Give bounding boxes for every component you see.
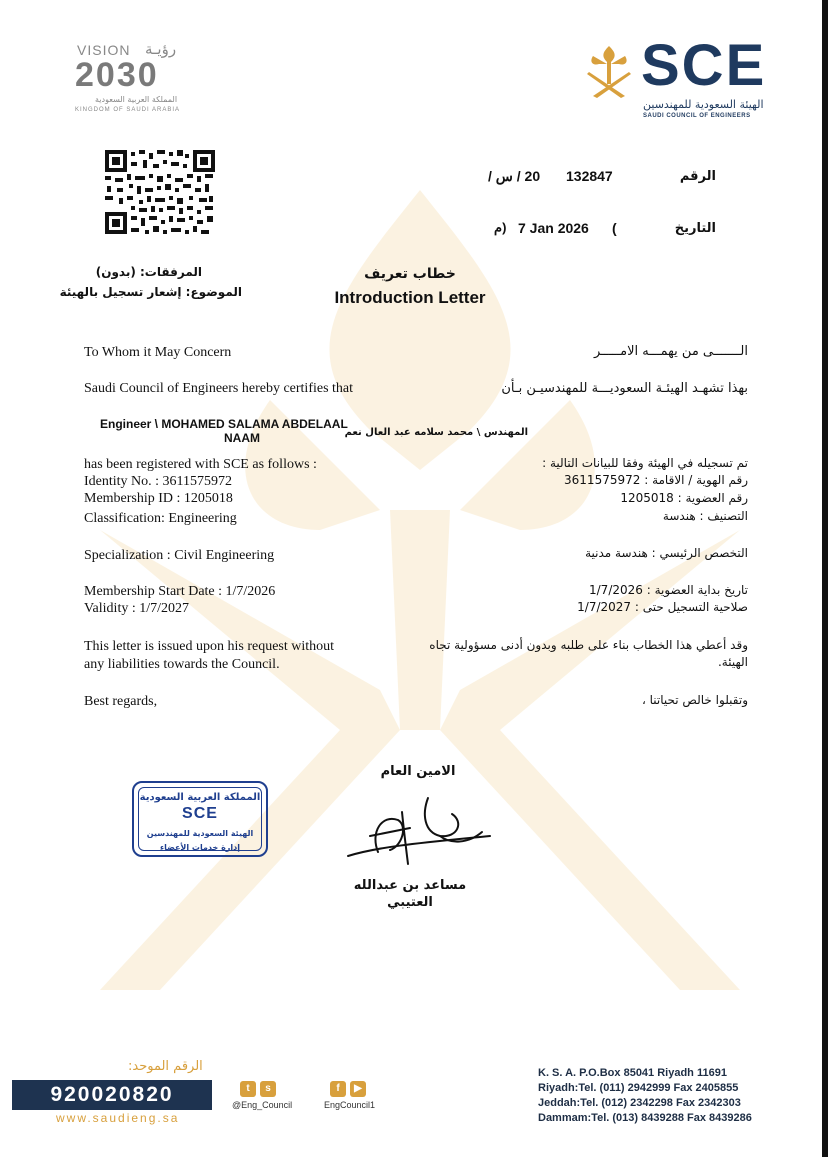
reference-date-prefix: ( <box>612 220 617 236</box>
greeting-ar: الـــــــى من يهمـــه الامـــــر <box>593 344 748 359</box>
unified-number-label: الرقم الموحد: <box>128 1059 203 1074</box>
contact-line-4: Dammam:Tel. (013) 8439288 Fax 8439286 <box>538 1112 752 1124</box>
youtube-icon[interactable]: ▶ <box>350 1081 366 1097</box>
reference-date-label: التاريخ <box>674 221 716 236</box>
vision-2030-logo <box>75 40 195 120</box>
vision-kingdom-en: KINGDOM OF SAUDI ARABIA <box>75 107 181 113</box>
page-edge <box>822 0 828 1157</box>
sce-name-en: SAUDI COUNCIL OF ENGINEERS <box>643 113 751 119</box>
vision-year: 2030 <box>75 56 159 94</box>
title-arabic: خطاب تعريف <box>364 266 456 282</box>
qr-code <box>105 150 215 234</box>
twitter-handle[interactable]: @Eng_Council <box>232 1100 293 1110</box>
engineer-name-en-line2: NAAM <box>224 431 260 445</box>
reference-number-value: 132847 <box>566 168 613 184</box>
facebook-handle[interactable]: EngCouncil1 <box>324 1100 376 1110</box>
registered-en: has been registered with SCE as follows : <box>84 457 317 472</box>
stamp-logo: SCE <box>182 805 218 822</box>
signatory-name: مساعد بن عبدالله العتيبي <box>353 878 467 910</box>
membership-ar: رقم العضوية : 1205018 <box>620 491 748 505</box>
stamp-line2: الهيئة السعودية للمهندسين <box>146 829 254 838</box>
reference-number-label: الرقم <box>679 169 716 184</box>
engineer-name-ar: المهندس \ محمد سلامه عبد العال نعم <box>344 427 528 438</box>
subject-text: الموضوع: إشعار تسجيل بالهيئة <box>59 285 242 299</box>
title-english: Introduction Letter <box>334 288 486 307</box>
stamp-line3: إدارة خدمات الأعضاء <box>159 843 240 852</box>
issued-ar: وقد أعطي هذا الخطاب بناء على طلبه وبدون أدنى مسؤولية تجاه الهيئة. <box>429 638 748 669</box>
website-link[interactable]: www.saudieng.sa <box>56 1111 180 1125</box>
attachments-text: المرفقات: (بدون) <box>95 265 202 279</box>
contact-line-3: Jeddah:Tel. (012) 2342298 Fax 2342303 <box>538 1097 741 1109</box>
twitter-icon[interactable]: t <box>240 1081 256 1097</box>
start-date-en: Membership Start Date : 1/7/2026 <box>84 584 276 599</box>
membership-en: Membership ID : 1205018 <box>84 491 233 506</box>
sce-logo <box>585 33 775 123</box>
regards-en: Best regards, <box>84 694 158 709</box>
specialization-ar: التخصص الرئيسي : هندسة مدنية <box>585 546 748 560</box>
palm-swords-icon <box>585 42 633 100</box>
issued-en-line1: This letter is issued upon his request without <box>84 639 335 654</box>
sce-logo-text: SCE <box>641 33 767 98</box>
contact-line-1: K. S. A. P.O.Box 85041 Riyadh 11691 <box>538 1067 727 1079</box>
identity-ar: رقم الهوية / الاقامة : 3611575972 <box>564 473 748 487</box>
vision-arabic: رؤيـة <box>145 40 177 58</box>
sce-name-ar: الهيئة السعودية للمهندسين <box>643 98 764 111</box>
specialization-en: Specialization : Civil Engineering <box>84 548 275 563</box>
classification-ar: التصنيف : هندسة <box>662 509 748 523</box>
vision-kingdom-ar: المملكة العربية السعودية <box>95 95 178 104</box>
validity-ar: صلاحية التسجيل حتى : 1/7/2027 <box>577 600 748 614</box>
validity-en: Validity : 1/7/2027 <box>84 601 189 616</box>
registered-ar: تم تسجيله في الهيئة وفقا للبيانات التالية : <box>542 456 748 470</box>
snapchat-icon[interactable]: s <box>260 1081 276 1097</box>
reference-number-suffix: 20 / س / <box>488 168 541 184</box>
official-stamp <box>132 781 268 857</box>
engineer-name-en-line1: Engineer \ MOHAMED SALAMA ABDELAAL <box>100 417 348 431</box>
start-date-ar: تاريخ بداية العضوية : 1/7/2026 <box>589 583 748 597</box>
greeting-en: To Whom it May Concern <box>84 345 232 360</box>
contact-line-2: Riyadh:Tel. (011) 2942999 Fax 2405855 <box>538 1082 739 1094</box>
signatory-title: الامين العام <box>380 764 456 779</box>
unified-number[interactable]: 920020820 <box>12 1080 212 1110</box>
reference-date-suffix: م) <box>494 220 507 235</box>
stamp-line1: المملكة العربية السعودية <box>139 792 261 803</box>
certify-en: Saudi Council of Engineers hereby certifies that <box>84 381 354 396</box>
issued-en-line2: any liabilities towards the Council. <box>84 657 280 672</box>
vision-label: VISION <box>77 42 131 58</box>
identity-en: Identity No. : 3611575972 <box>84 474 233 489</box>
reference-date-value: 7 Jan 2026 <box>518 220 589 236</box>
certify-ar: بهذا تشهـد الهيئـة السعوديـــة للمهندسيـن بـأن <box>501 381 748 396</box>
classification-en: Classification: Engineering <box>84 511 237 526</box>
handwritten-signature <box>340 792 500 872</box>
facebook-icon[interactable]: f <box>330 1081 346 1097</box>
regards-ar: وتقبلوا خالص تحياتنا ، <box>641 693 748 707</box>
